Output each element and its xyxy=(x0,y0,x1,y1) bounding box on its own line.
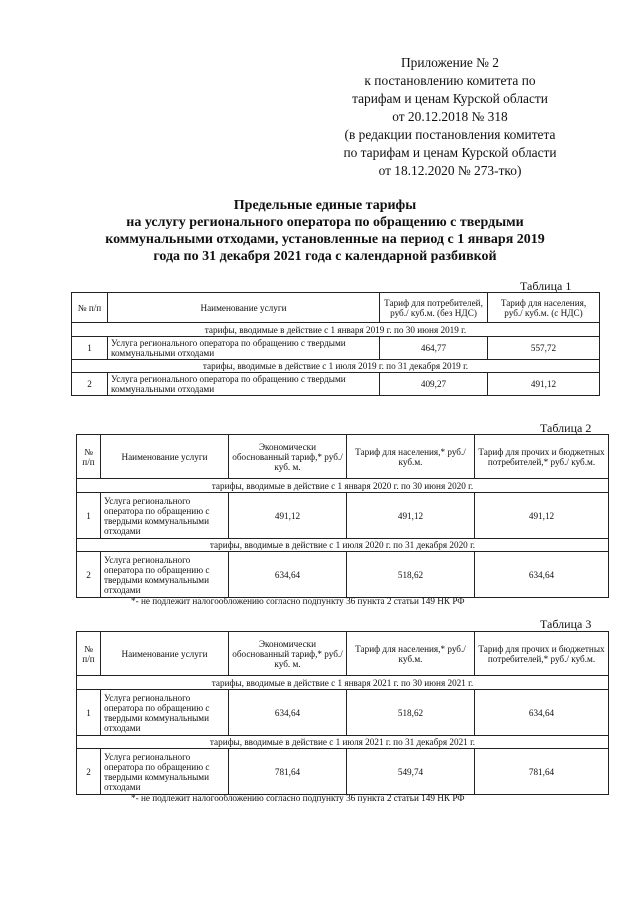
service-name: Услуга регионального оператора по обращению с твердыми коммунальными отходами xyxy=(108,337,380,360)
period-label: тарифы, вводимые в действие с 1 июля 2021 г. по 31 декабря 2021 г. xyxy=(77,736,609,749)
document-title xyxy=(60,197,590,265)
tariff-value: 409,27 xyxy=(380,373,488,396)
period-row xyxy=(77,736,609,749)
footnote: *- не подлежит налогообложению согласно подпункту 36 пункта 2 статьи 149 НК РФ xyxy=(131,596,465,606)
tariff-value: 491,12 xyxy=(229,493,347,539)
period-row xyxy=(72,360,600,373)
appendix-line: (в редакции постановления комитета xyxy=(344,127,556,142)
title-line: на услугу регионального оператора по обращению с твердыми xyxy=(126,215,524,230)
header-cell: Экономически обоснованный тариф,* руб./ куб. м. xyxy=(229,632,347,676)
row-number: 1 xyxy=(77,493,101,539)
tariff-table-2 xyxy=(76,434,609,598)
table3-caption: Таблица 3 xyxy=(540,617,592,631)
table-header-row xyxy=(77,435,609,479)
title-line: года по 31 декабря 2021 года с календарной разбивкой xyxy=(153,249,497,264)
period-row xyxy=(77,539,609,552)
tariff-value: 464,77 xyxy=(380,337,488,360)
header-cell: Экономически обоснованный тариф,* руб./ куб. м. xyxy=(229,435,347,479)
tariff-value: 518,62 xyxy=(347,552,475,598)
appendix-line: к постановлению комитета по xyxy=(364,73,536,88)
footnote: *- не подлежит налогообложению согласно подпункту 36 пункта 2 статьи 149 НК РФ xyxy=(131,793,465,803)
table2-caption: Таблица 2 xyxy=(540,421,592,435)
table-row xyxy=(77,749,609,795)
header-cell: Тариф для потребителей, руб./ куб.м. (без НДС) xyxy=(380,293,488,323)
header-cell: № п/п xyxy=(72,293,108,323)
appendix-line: по тарифам и ценам Курской области xyxy=(343,145,557,160)
period-row xyxy=(72,323,600,337)
appendix-line: Приложение № 2 xyxy=(400,55,500,70)
row-number: 2 xyxy=(77,749,101,795)
appendix-header xyxy=(300,54,600,180)
tariff-value: 518,62 xyxy=(347,690,475,736)
table-header-row xyxy=(72,293,600,323)
tariff-value: 557,72 xyxy=(488,337,600,360)
row-number: 2 xyxy=(72,373,108,396)
header-cell: Наименование услуги xyxy=(101,632,229,676)
tariff-value: 634,64 xyxy=(229,690,347,736)
service-name: Услуга регионального оператора по обращению с твердыми коммунальными отходами xyxy=(101,493,229,539)
table-row xyxy=(77,493,609,539)
period-label: тарифы, вводимые в действие с 1 июля 2020 г. по 31 декабря 2020 г. xyxy=(77,539,609,552)
period-row xyxy=(77,676,609,690)
period-label: тарифы, вводимые в действие с 1 января 2019 г. по 30 июня 2019 г. xyxy=(72,323,600,337)
service-name: Услуга регионального оператора по обращению с твердыми коммунальными отходами xyxy=(101,749,229,795)
tariff-table-1 xyxy=(71,292,600,396)
title-line: Предельные единые тарифы xyxy=(233,198,417,213)
appendix-line: от 20.12.2018 № 318 xyxy=(392,109,508,124)
tariff-value: 781,64 xyxy=(475,749,609,795)
service-name: Услуга регионального оператора по обращению с твердыми коммунальными отходами xyxy=(101,552,229,598)
tariff-value: 634,64 xyxy=(475,552,609,598)
tariff-value: 634,64 xyxy=(229,552,347,598)
tariff-table-3 xyxy=(76,631,609,795)
tariff-value: 634,64 xyxy=(475,690,609,736)
tariff-value: 491,12 xyxy=(347,493,475,539)
header-cell: Наименование услуги xyxy=(101,435,229,479)
header-cell: Тариф для прочих и бюджетных потребителей,* руб./ куб.м. xyxy=(475,435,609,479)
period-label: тарифы, вводимые в действие с 1 января 2020 г. по 30 июня 2020 г. xyxy=(77,479,609,493)
table-header-row xyxy=(77,632,609,676)
header-cell: Тариф для населения,* руб./ куб.м. xyxy=(347,632,475,676)
row-number: 2 xyxy=(77,552,101,598)
table-row xyxy=(77,552,609,598)
period-label: тарифы, вводимые в действие с 1 января 2021 г. по 30 июня 2021 г. xyxy=(77,676,609,690)
header-cell: Наименование услуги xyxy=(108,293,380,323)
period-label: тарифы, вводимые в действие с 1 июля 2019 г. по 31 декабря 2019 г. xyxy=(72,360,600,373)
table-row xyxy=(77,690,609,736)
row-number: 1 xyxy=(72,337,108,360)
row-number: 1 xyxy=(77,690,101,736)
header-cell: Тариф для прочих и бюджетных потребителей,* руб./ куб.м. xyxy=(475,632,609,676)
table1-caption: Таблица 1 xyxy=(520,279,572,293)
tariff-value: 549,74 xyxy=(347,749,475,795)
header-cell: № п/п xyxy=(77,435,101,479)
appendix-line: тарифам и ценам Курской области xyxy=(352,91,548,106)
service-name: Услуга регионального оператора по обращению с твердыми коммунальными отходами xyxy=(101,690,229,736)
header-cell: Тариф для населения, руб./ куб.м. (с НДС) xyxy=(488,293,600,323)
header-cell: № п/п xyxy=(77,632,101,676)
tariff-value: 491,12 xyxy=(475,493,609,539)
tariff-value: 491,12 xyxy=(488,373,600,396)
period-row xyxy=(77,479,609,493)
table-row xyxy=(72,373,600,396)
header-cell: Тариф для населения,* руб./ куб.м. xyxy=(347,435,475,479)
service-name: Услуга регионального оператора по обращению с твердыми коммунальными отходами xyxy=(108,373,380,396)
appendix-line: от 18.12.2020 № 273-тко) xyxy=(378,163,522,178)
table-row xyxy=(72,337,600,360)
tariff-value: 781,64 xyxy=(229,749,347,795)
title-line: коммунальными отходами, установленные на период с 1 января 2019 xyxy=(105,232,545,247)
